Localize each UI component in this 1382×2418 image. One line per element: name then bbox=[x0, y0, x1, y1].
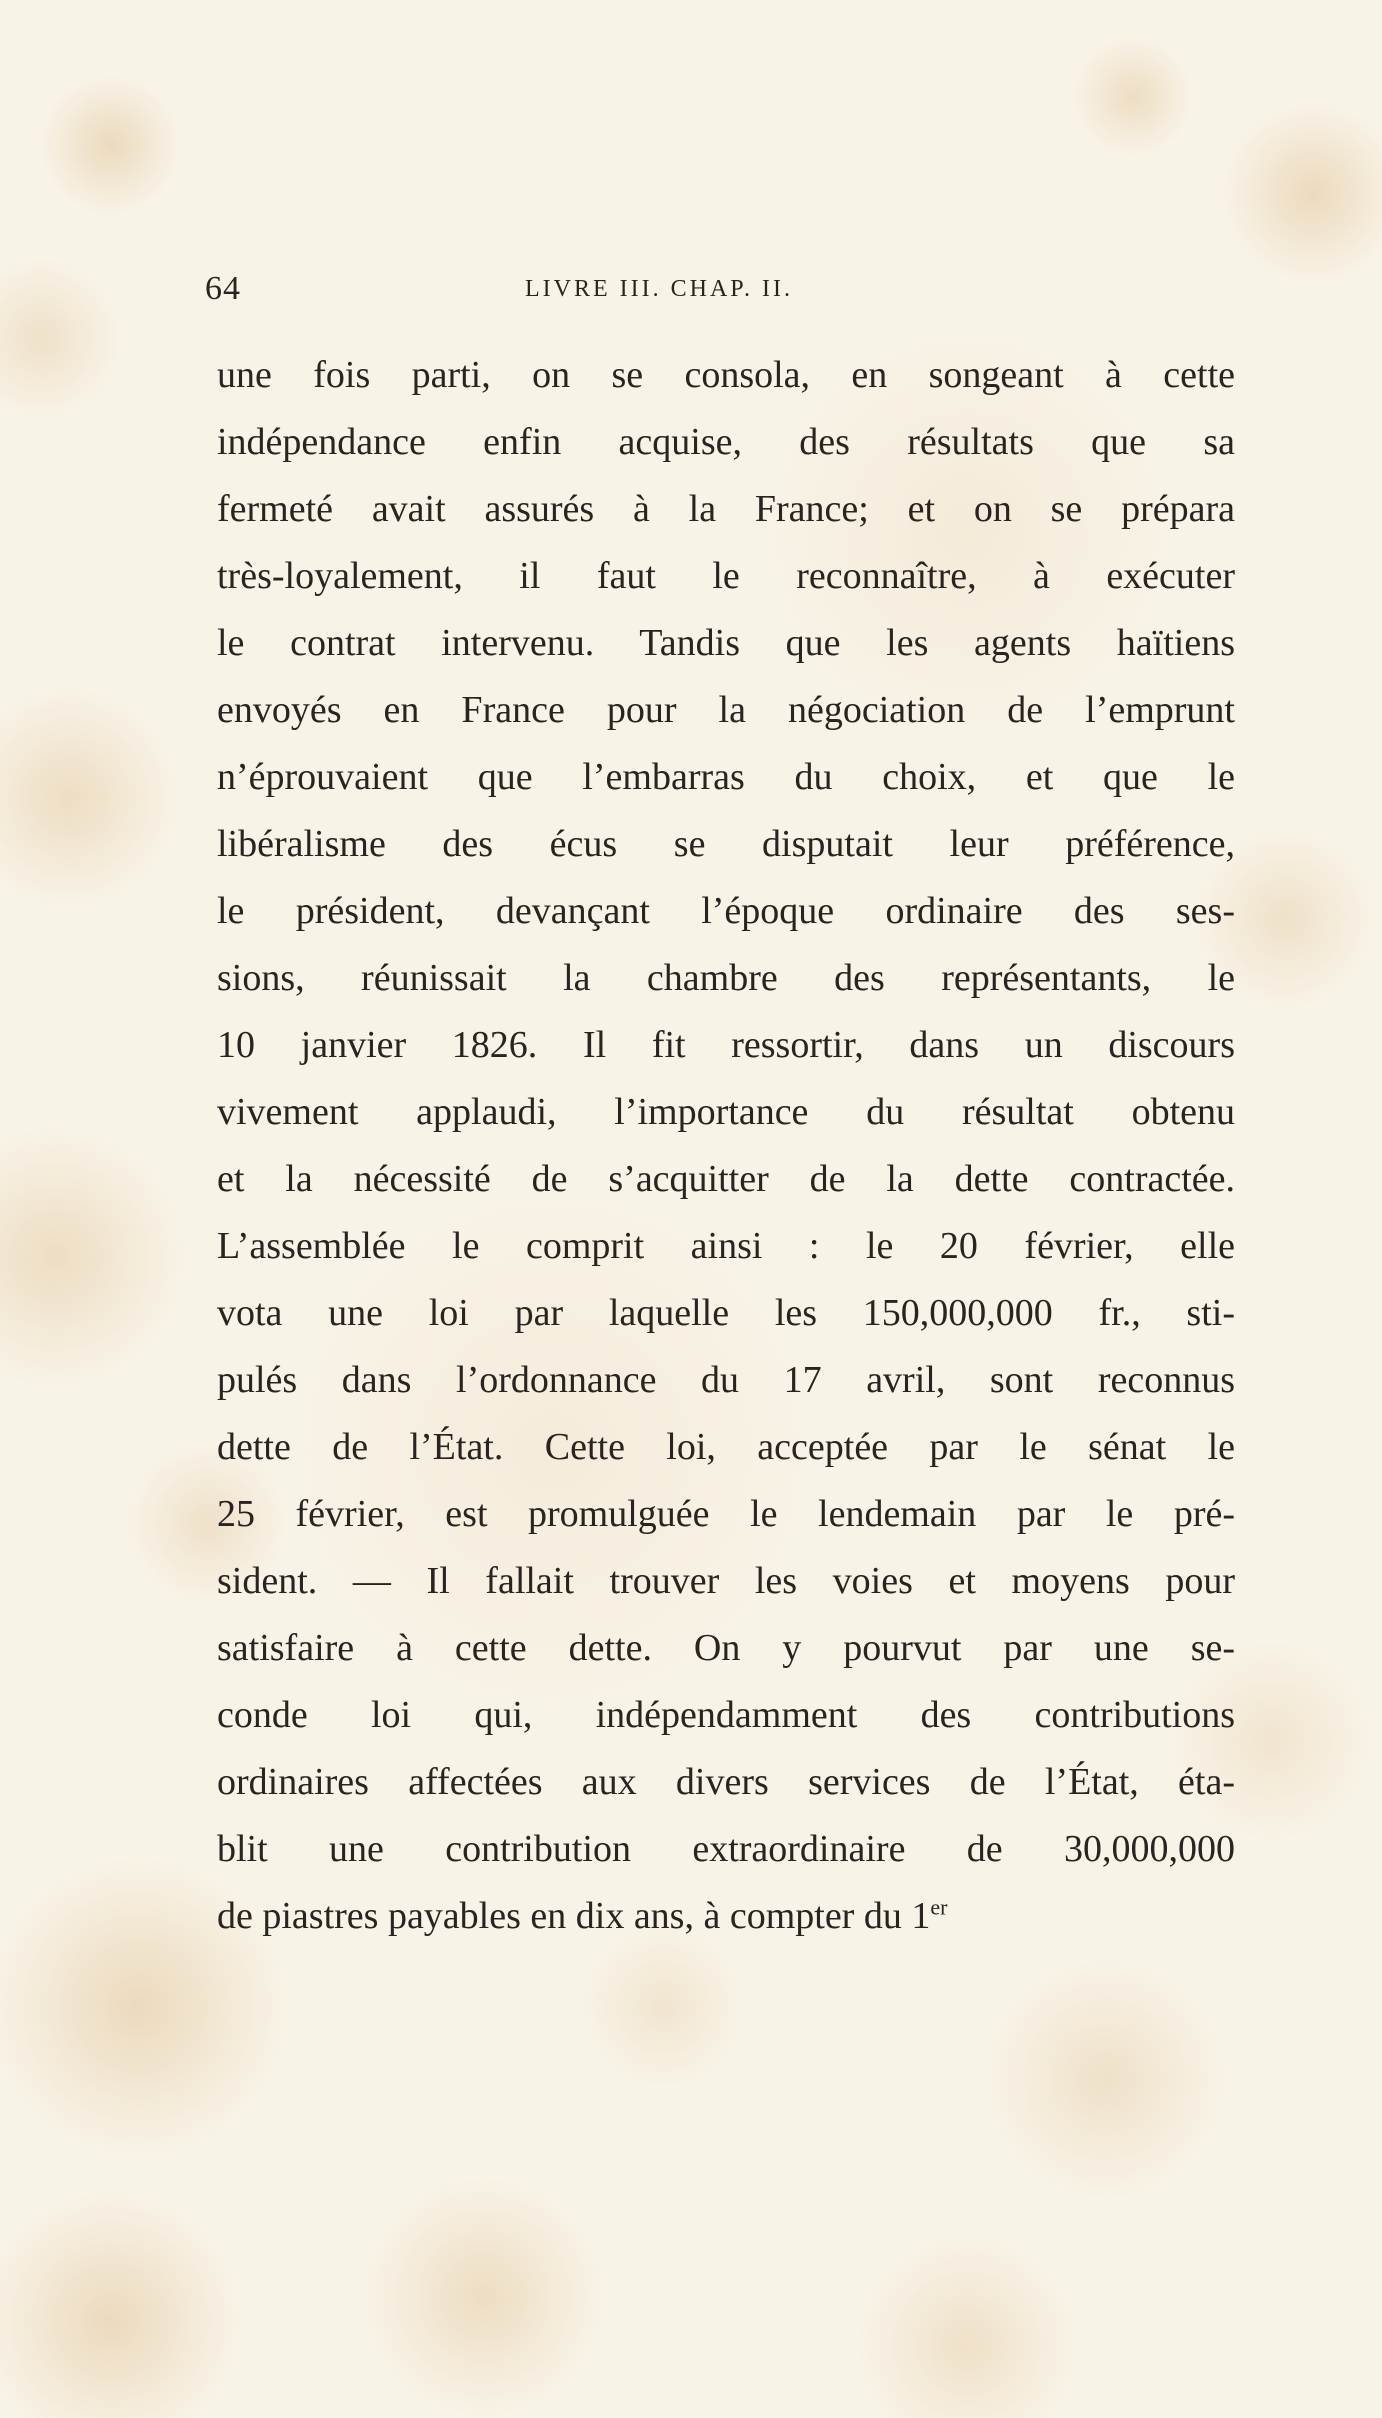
text-line: blit une contribution extraordinaire de 30,000,000 bbox=[217, 1828, 1235, 1870]
text-line: ordinaires affectées aux divers services de l’État, éta- bbox=[217, 1761, 1235, 1803]
text-line: conde loi qui, indépendamment des contributions bbox=[217, 1694, 1235, 1736]
ordinal-superscript: er bbox=[930, 1894, 948, 1920]
text-line-last bbox=[217, 1883, 1235, 1950]
text-line: le contrat intervenu. Tandis que les agents haïtiens bbox=[217, 622, 1235, 664]
text-line: indépendance enfin acquise, des résultats que sa bbox=[217, 421, 1235, 463]
text-line: 10 janvier 1826. Il fit ressortir, dans un discours bbox=[217, 1024, 1235, 1066]
running-head: LIVRE III. CHAP. II. bbox=[525, 276, 793, 302]
text-line: libéralisme des écus se disputait leur préférence, bbox=[217, 823, 1235, 865]
text-line: n’éprouvaient que l’embarras du choix, et que le bbox=[217, 756, 1235, 798]
text-line: pulés dans l’ordonnance du 17 avril, sont reconnus bbox=[217, 1359, 1235, 1401]
text-line: dette de l’État. Cette loi, acceptée par le sénat le bbox=[217, 1426, 1235, 1468]
text-line: une fois parti, on se consola, en songeant à cette bbox=[217, 354, 1235, 396]
text-line: fermeté avait assurés à la France; et on se prépara bbox=[217, 488, 1235, 530]
text-line: vivement applaudi, l’importance du résultat obtenu bbox=[217, 1091, 1235, 1133]
text-line: L’assemblée le comprit ainsi : le 20 février, elle bbox=[217, 1225, 1235, 1267]
text-line: très-loyalement, il faut le reconnaître, à exécuter bbox=[217, 555, 1235, 597]
text-line: sident. — Il fallait trouver les voies et moyens pour bbox=[217, 1560, 1235, 1602]
text-line: le président, devançant l’époque ordinaire des ses- bbox=[217, 890, 1235, 932]
page-number: 64 bbox=[205, 270, 241, 307]
page-header bbox=[205, 270, 1235, 320]
text-line: et la nécessité de s’acquitter de la dette contractée. bbox=[217, 1158, 1235, 1200]
text-line: envoyés en France pour la négociation de l’emprunt bbox=[217, 689, 1235, 731]
text-line: satisfaire à cette dette. On y pourvut par une se- bbox=[217, 1627, 1235, 1669]
body-text bbox=[217, 342, 1235, 1950]
last-line-text: de piastres payables en dix ans, à compter du 1 bbox=[217, 1895, 931, 1937]
text-line: 25 février, est promulguée le lendemain par le pré- bbox=[217, 1493, 1235, 1535]
text-line: vota une loi par laquelle les 150,000,000 fr., sti- bbox=[217, 1292, 1235, 1334]
text-line: sions, réunissait la chambre des représentants, le bbox=[217, 957, 1235, 999]
